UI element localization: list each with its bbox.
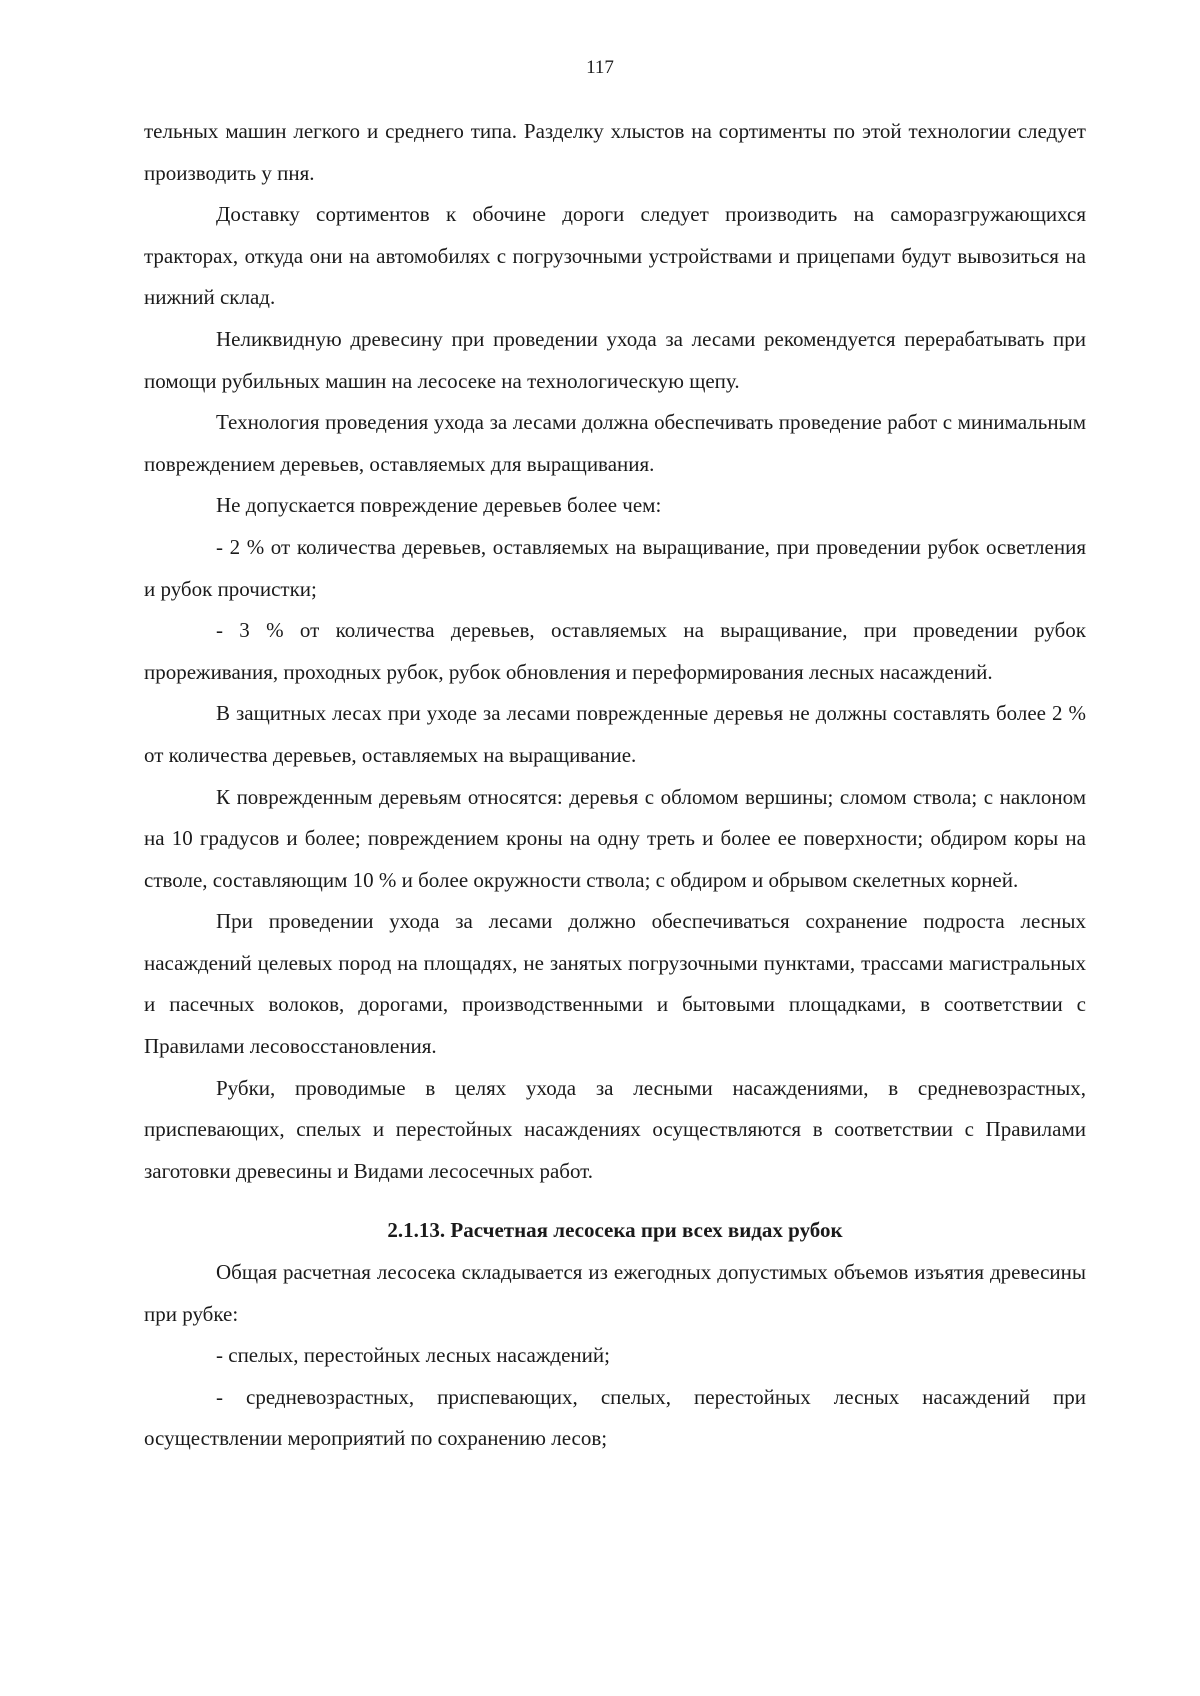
paragraph-continuation: тельных машин легкого и среднего типа. Разделку хлыстов на сортименты по этой технологии следует производить у пня. bbox=[144, 119, 1086, 185]
paragraph-undergrowth: При проведении ухода за лесами должно обеспечиваться сохранение подроста лесных насаждений целевых пород на площадях, не занятых погрузочными пунктами, трассами магистральных и пасечных волоков, дорогами, производственными и бытовыми площадками, в соответствии с Правилами лесовосстановления. bbox=[144, 909, 1086, 1059]
paragraph-allowable-cut: Общая расчетная лесосека складывается из ежегодных допустимых объемов изъятия древесины при рубке: bbox=[144, 1260, 1086, 1326]
paragraph-protective-forests: В защитных лесах при уходе за лесами поврежденные деревья не должны составлять более 2 % от количества деревьев, оставляемых на выращивание. bbox=[144, 701, 1086, 767]
paragraph-technology: Технология проведения ухода за лесами должна обеспечивать проведение работ с минимальным повреждением деревьев, оставляемых для выращивания. bbox=[144, 410, 1086, 476]
list-item-mature-stands: - спелых, перестойных лесных насаждений; bbox=[216, 1343, 610, 1368]
document-body bbox=[144, 111, 1086, 1460]
list-item-3-percent: - 3 % от количества деревьев, оставляемых на выращивание, при проведении рубок прореживания, проходных рубок, рубок обновления и переформирования лесных насаждений. bbox=[144, 618, 1086, 684]
list-item-middle-aged-stands: - средневозрастных, приспевающих, спелых, перестойных лесных насаждений при осуществлении мероприятий по сохранению лесов; bbox=[144, 1384, 1086, 1451]
page-number: 117 bbox=[586, 57, 614, 78]
list-item-2-percent: - 2 % от количества деревьев, оставляемых на выращивание, при проведении рубок осветления и рубок прочистки; bbox=[144, 534, 1086, 601]
paragraph-delivery: Доставку сортиментов к обочине дороги следует производить на саморазгружающихся тракторах, откуда они на автомобилях с погрузочными устройствами и прицепами будут вывозиться на нижний склад. bbox=[144, 202, 1086, 310]
paragraph-illiquid-wood: Неликвидную древесину при проведении ухода за лесами рекомендуется перерабатывать при помощи рубильных машин на лесосеке на технологическую щепу. bbox=[144, 326, 1086, 393]
paragraph-cuttings: Рубки, проводимые в целях ухода за лесными насаждениями, в средневозрастных, приспевающих, спелых и перестойных насаждениях осуществляются в соответствии с Правилами заготовки древесины и Видами лесосечных работ. bbox=[144, 1075, 1086, 1183]
section-heading: 2.1.13. Расчетная лесосека при всех видах рубок bbox=[387, 1218, 843, 1243]
paragraph-damaged-trees: К поврежденным деревьям относятся: деревья с обломом вершины; сломом ствола; с наклоном на 10 градусов и более; повреждением кроны на одну треть и более ее поверхности; обдиром коры на стволе, составляющим 10 % и более окружности ствола; с обдиром и обрывом скелетных корней. bbox=[144, 784, 1086, 892]
paragraph-damage-limit: Не допускается повреждение деревьев более чем: bbox=[216, 493, 662, 518]
